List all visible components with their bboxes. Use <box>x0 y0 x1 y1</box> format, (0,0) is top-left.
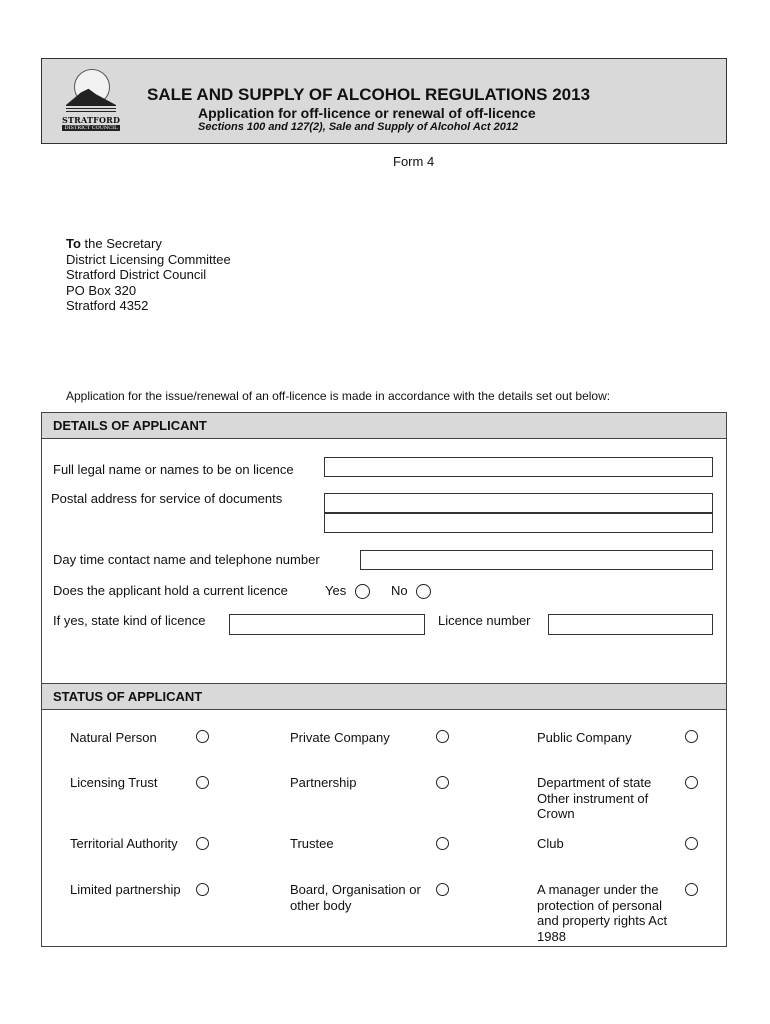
status-option-limited-partnership: Limited partnership <box>70 882 181 897</box>
form-subtitle: Application for off-licence or renewal of off-licence <box>198 105 536 121</box>
status-option-department-of-state: Department of state Other instrument of Crown <box>537 775 652 821</box>
status-option-club: Club <box>537 836 564 851</box>
status-option-public-company: Public Company <box>537 730 632 745</box>
intro-text: Application for the issue/renewal of an off-licence is made in accordance with the details set out below: <box>66 389 611 403</box>
form-title: SALE AND SUPPLY OF ALCOHOL REGULATIONS 2013 <box>147 85 591 104</box>
licensing-trust-radio[interactable] <box>196 776 209 789</box>
details-of-applicant-section <box>41 412 727 684</box>
postal-address-line-2-input[interactable] <box>324 513 713 533</box>
form-header <box>41 58 727 144</box>
current-licence-yes-radio[interactable] <box>355 584 370 599</box>
status-option-territorial-authority: Territorial Authority <box>70 836 178 851</box>
status-option-manager-protection: A manager under the protection of personal and property rights Act 1988 <box>537 882 668 944</box>
no-label: No <box>391 583 408 598</box>
yes-label: Yes <box>325 583 347 598</box>
daytime-contact-input[interactable] <box>360 550 713 570</box>
status-option-natural-person: Natural Person <box>70 730 157 745</box>
logo-name: STRATFORD <box>62 115 121 125</box>
licence-kind-input[interactable] <box>229 614 425 635</box>
partnership-radio[interactable] <box>436 776 449 789</box>
licence-kind-label: If yes, state kind of licence <box>53 613 206 628</box>
details-section-header <box>42 413 726 439</box>
board-organisation-radio[interactable] <box>436 883 449 896</box>
territorial-authority-radio[interactable] <box>196 837 209 850</box>
status-section-title: STATUS OF APPLICANT <box>53 689 203 704</box>
recipient-address <box>66 236 231 314</box>
form-number: Form 4 <box>393 154 435 169</box>
postal-address-line-1-input[interactable] <box>324 493 713 513</box>
department-of-state-radio[interactable] <box>685 776 698 789</box>
status-option-private-company: Private Company <box>290 730 390 745</box>
limited-partnership-radio[interactable] <box>196 883 209 896</box>
status-option-partnership: Partnership <box>290 775 357 790</box>
daytime-contact-label: Day time contact name and telephone number <box>53 552 320 567</box>
logo-water-icon <box>66 105 116 113</box>
manager-protection-radio[interactable] <box>685 883 698 896</box>
address-to-word: To <box>66 236 81 251</box>
postal-address-label: Postal address for service of documents <box>51 491 283 506</box>
trustee-radio[interactable] <box>436 837 449 850</box>
public-company-radio[interactable] <box>685 730 698 743</box>
natural-person-radio[interactable] <box>196 730 209 743</box>
licence-number-label: Licence number <box>438 613 531 628</box>
status-of-applicant-section <box>41 683 727 947</box>
status-section-header <box>42 684 726 710</box>
licence-number-input[interactable] <box>548 614 713 635</box>
full-name-input[interactable] <box>324 457 713 477</box>
logo-subtitle: DISTRICT COUNCIL <box>62 125 120 131</box>
full-name-label: Full legal name or names to be on licence <box>53 462 294 477</box>
status-option-board-organisation: Board, Organisation or other body <box>290 882 421 913</box>
stratford-council-logo <box>62 69 120 133</box>
address-line-1 <box>66 236 231 252</box>
current-licence-no-radio[interactable] <box>416 584 431 599</box>
club-radio[interactable] <box>685 837 698 850</box>
address-line-1-text: the Secretary <box>80 236 162 251</box>
act-sections-reference: Sections 100 and 127(2), Sale and Supply of Alcohol Act 2012 <box>198 121 519 133</box>
address-line-4: PO Box 320 <box>66 282 137 298</box>
current-licence-label: Does the applicant hold a current licence <box>53 583 288 598</box>
private-company-radio[interactable] <box>436 730 449 743</box>
address-line-3: Stratford District Council <box>66 267 207 282</box>
status-option-licensing-trust: Licensing Trust <box>70 775 158 790</box>
status-option-trustee: Trustee <box>290 836 334 851</box>
address-line-5: Stratford 4352 <box>66 298 149 313</box>
address-line-2: District Licensing Committee <box>66 251 231 267</box>
details-section-title: DETAILS OF APPLICANT <box>53 418 207 433</box>
